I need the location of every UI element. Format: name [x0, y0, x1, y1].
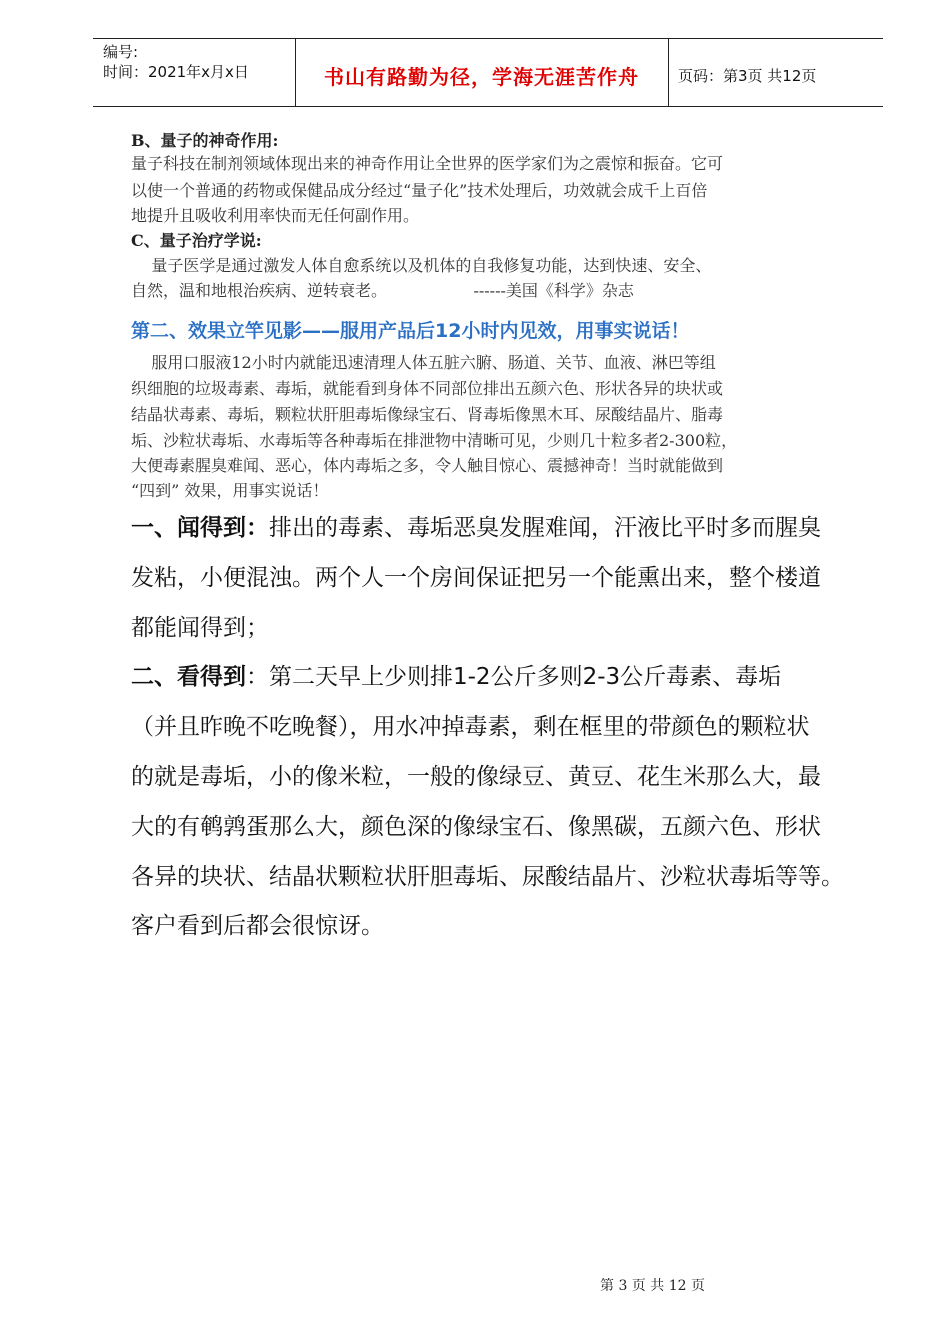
point-two-label: 二、看得到: [131, 664, 246, 690]
point-two-line: 大的有鹌鹑蛋那么大，颜色深的像绿宝石、像黑碳，五颜六色、形状: [131, 814, 821, 840]
section-two-line: 结晶状毒素、毒垢，颗粒状肝胆毒垢像绿宝石、肾毒垢像黑木耳、尿酸结晶片、脂毒: [131, 405, 724, 424]
section-c-heading: C、量子治疗学说:: [131, 231, 262, 250]
point-two-line: 的就是毒垢，小的像米粒，一般的像绿豆、黄豆、花生米那么大，最: [131, 764, 821, 790]
time-label: 时间：2021年x月x日: [103, 63, 249, 81]
section-c-line: 量子医学是通过激发人体自愈系统以及机体的自我修复功能，达到快速、安全、: [131, 256, 712, 275]
section-two-line: 大便毒素腥臭难闻、恶心，体内毒垢之多，令人触目惊心、震撼神奇！当时就能做到: [131, 456, 724, 475]
header-page-cell: [668, 39, 883, 106]
point-two-text: ：第二天早上少则排1-2公斤多则2-3公斤毒素、毒垢: [246, 664, 782, 690]
section-two-line: 垢、沙粒状毒垢、水毒垢等各种毒垢在排泄物中清晰可见，少则几十粒多者2-300粒，: [131, 431, 738, 450]
section-c-line: 自然，温和地根治疾病、逆转衰老。 ------美国《科学》杂志: [131, 281, 634, 300]
section-two-line: “四到” 效果，用事实说话！: [131, 481, 329, 500]
point-two-line: （并且昨晚不吃晚餐），用水冲掉毒素，剩在框里的带颜色的颗粒状: [131, 714, 810, 740]
header-motto-cell: [295, 39, 669, 106]
point-one-text: 排出的毒素、毒垢恶臭发腥难闻，汗液比平时多而腥臭: [269, 515, 821, 541]
section-b-line: 量子科技在制剂领域体现出来的神奇作用让全世界的医学家们为之震惊和振奋。它可: [131, 154, 724, 173]
section-b-heading: B、量子的神奇作用:: [131, 131, 279, 150]
page-number-footer: 第 3 页 共 12 页: [600, 1278, 705, 1294]
serial-label: 编号:: [103, 43, 139, 61]
point-one-line: [131, 503, 851, 553]
point-two-line: 客户看到后都会很惊讶。: [131, 913, 384, 939]
point-one-label: 一、闻得到：: [131, 515, 269, 541]
section-two-heading: 第二、效果立竿见影——服用产品后12小时内见效，用事实说话！: [131, 320, 690, 342]
section-two-line: 服用口服液12小时内就能迅速清理人体五脏六腑、肠道、关节、血液、淋巴等组: [131, 353, 716, 372]
section-two-line: 织细胞的垃圾毒素、毒垢，就能看到身体不同部位排出五颜六色、形状各异的块状或: [131, 379, 724, 398]
point-two-line: [131, 652, 851, 702]
motto: 书山有路勤为径，学海无涯苦作舟: [324, 65, 639, 89]
header-page-info: 页码：第3页 共12页: [678, 67, 817, 85]
page-header: [93, 38, 883, 107]
section-b-line: 地提升且吸收利用率快而无任何副作用。: [131, 206, 420, 225]
point-one-line: 发粘，小便混浊。两个人一个房间保证把另一个能熏出来，整个楼道: [131, 565, 821, 591]
section-b-line: 以使一个普通的药物或保健品成分经过“量子化”技术处理后，功效就会成千上百倍: [131, 181, 708, 200]
point-two-line: 各异的块状、结晶状颗粒状肝胆毒垢、尿酸结晶片、沙粒状毒垢等等。: [131, 864, 844, 890]
header-meta-cell: [93, 39, 296, 106]
point-one-line: 都能闻得到；: [131, 615, 269, 641]
